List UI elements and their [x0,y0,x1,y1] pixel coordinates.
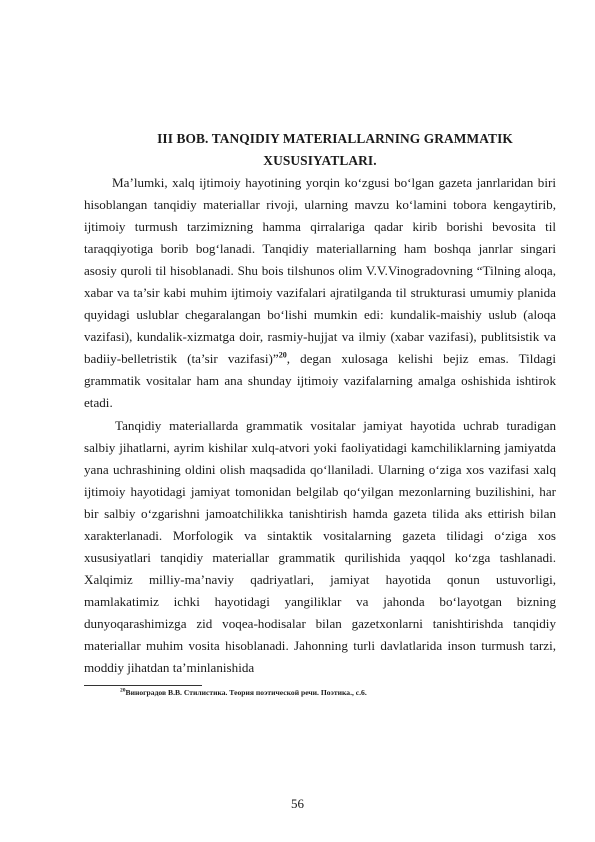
paragraph-1-text-cont: , degan xulosaga kelishi bejiz emas. Tildagi grammatik vositalar ham ana shunday ijtimoiy vazifalarning amalga oshishida ishtirok etadi. [84,351,556,411]
paragraph-1-text: Ma’lumki, xalq ijtimoiy hayotining yorqin ko‘zgusi bo‘lgan gazeta janrlaridan biri hisoblangan tanqidiy materiallar rivoji, ularning mavzu ko‘lamini tobora kengaytirib, ijtimoiy turmush tarzimizning hamma qirralariga qadar kirib borishi bevosita til taraqqiyotiga borib bog‘lanadi. Tanqidiy materiallarning ham boshqa janrlar singari asosiy quroli til hisoblanadi. Shu bois tilshunos olim V.V.Vinogradovning “Tilning aloqa, xabar va ta’sir kabi muhim ijtimoiy vazifalari ajratilganda til strukturasi umumiy planida quyidagi uslublar chegaralangan bo‘lishi mumkin edi: kundalik-maishiy uslub (aloqa vazifasi), kundalik-xizmatga doir, rasmiy-hujjat va ilmiy (xabar vazifasi), publitsistik va badiiy-belletristik (ta’sir vazifasi)” [84,175,556,367]
page-number: 56 [291,796,304,811]
paragraph-1 [84,172,556,415]
chapter-heading [84,128,556,172]
footnote-divider [84,685,202,686]
paragraph-2: Tanqidiy materiallarda grammatik vositalar jamiyat hayotida uchrab turadigan salbiy jihatlarni, ayrim kishilar xulq-atvori yoki faoliyatidagi kamchiliklarning jamiyatda yana uchrashining oldini olish maqsadida qo‘llaniladi. Ularning o‘ziga xos vazifasi xalq ijtimoiy hayotidagi jamiyat tomonidan belgilab qo‘yilgan mezonlarning buzilishini, har bir salbiy o‘zgarishni jamoatchilikka tanishtirish hamda gazeta tilida aks ettirish bilan xarakterlanadi. Morfologik va sintaktik vositalarning gazeta tilidagi o‘ziga xos xususiyatlari tanqidiy materiallar grammatik qurilishida yaqqol ko‘zga tashlanadi. Xalqimiz milliy-ma’naviy qadriyatlari, jamiyat hayotida qonun ustuvorligi, mamlakatimiz ichki hayotidagi yangiliklar va jahonda bo‘layotgan bizning dunyoqarashimizga zid voqea-hodisalar bilan gazetxonlarni tanishtirishda tanqidiy materiallar muhim vosita hisoblanadi. Jahonning turli davlatlarida inson turmush tarzi, moddiy jihatdan ta’minlanishida [84,417,556,676]
body-text [84,172,556,679]
chapter-heading-line-2: XUSUSIYATLARI. [263,153,377,168]
footnote-text: Виноградов В.В. Стилистика. Теория поэтической речи. Поэтика., с.6. [125,688,367,697]
footnote [120,688,367,698]
footnote-reference[interactable]: 20 [278,351,287,361]
chapter-heading-line-1: III BOB. TANQIDIY MATERIALLARNING GRAMMATIK [157,131,513,146]
footnote-number: 20 [120,687,126,694]
